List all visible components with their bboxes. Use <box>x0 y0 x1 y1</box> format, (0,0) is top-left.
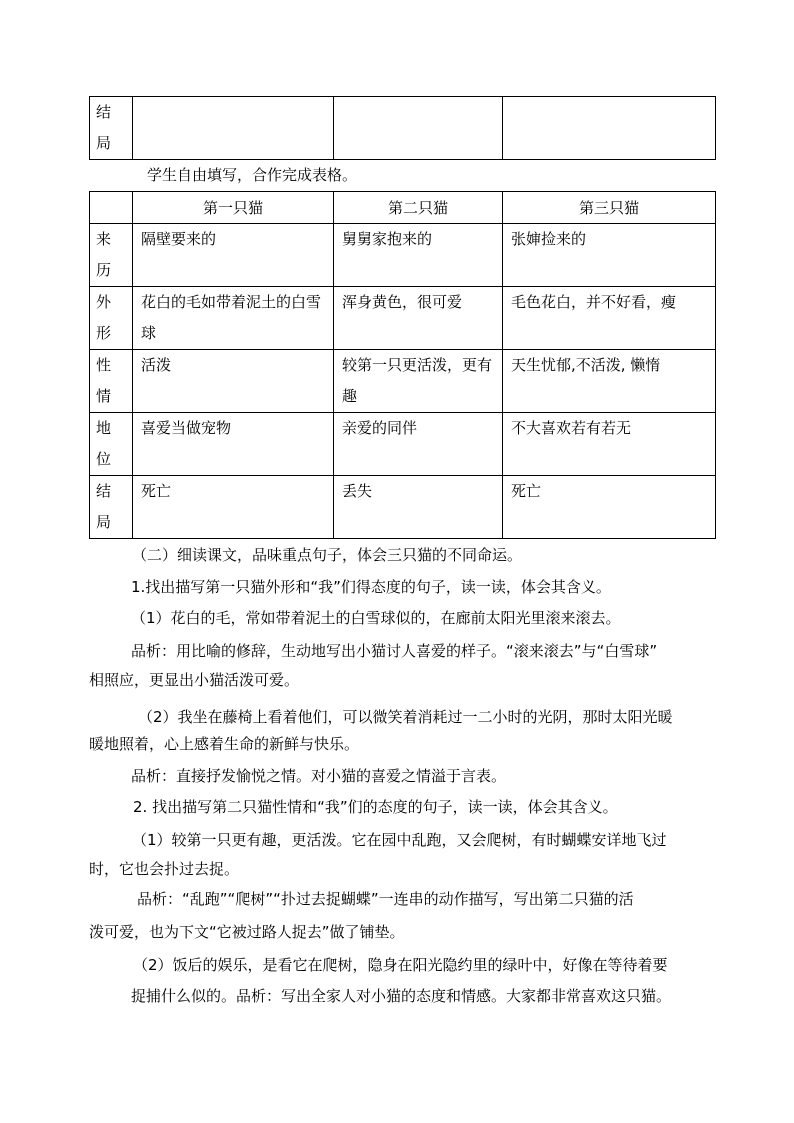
analysis-2-1: 品析：“乱跑”“爬树”“扑过去捉蝴蝶”一连串的动作描写，写出第二只猫的活 <box>137 890 634 908</box>
table-cell: 不大喜欢若有若无 <box>503 413 716 476</box>
question-2: 2. 找出描写第二只猫性情和“我”们的态度的句子，读一读，体会其含义。 <box>133 798 618 816</box>
quote-2-2-cont: 捉捕什么似的。品析：写出全家人对小猫的态度和情感。大家都非常喜欢这只猫。 <box>131 987 672 1005</box>
table-cell: 浑身黄色，很可爱 <box>334 287 503 350</box>
table-cell: 死亡 <box>503 476 716 539</box>
analysis-2-1-cont: 泼可爱，也为下文“它被过路人捉去”做了铺垫。 <box>89 923 405 941</box>
table-row <box>90 97 716 160</box>
row-label: 结 局 <box>90 476 133 539</box>
table-row-origin <box>90 224 716 287</box>
question-1: 1.找出描写第一只猫外形和“我”们得态度的句子，读一读，体会其含义。 <box>131 578 611 596</box>
section-heading: （二）细读课文，品味重点句子，体会三只猫的不同命运。 <box>132 546 523 564</box>
table-cell: 花白的毛如带着泥土的白雪球 <box>133 287 334 350</box>
table-cell: 喜爱当做宠物 <box>133 413 334 476</box>
table-row-ending <box>90 476 716 539</box>
table-cell: 丢失 <box>334 476 503 539</box>
analysis-1-2: 品析：直接抒发愉悦之情。对小猫的喜爱之情溢于言表。 <box>131 767 507 785</box>
table-cell: 毛色花白，并不好看，瘦 <box>503 287 716 350</box>
table-cell <box>133 97 334 160</box>
header-cell-cat1: 第一只猫 <box>133 192 334 224</box>
quote-1-1: （1）花白的毛，常如带着泥土的白雪球似的，在廊前太阳光里滚来滚去。 <box>131 609 621 627</box>
row-label: 地 位 <box>90 413 133 476</box>
table-row-appearance <box>90 287 716 350</box>
table-cell: 活泼 <box>133 350 334 413</box>
table-cell: 舅舅家抱来的 <box>334 224 503 287</box>
header-cell-cat2: 第二只猫 <box>334 192 503 224</box>
table-row-temperament <box>90 350 716 413</box>
table-cell: 张婶捡来的 <box>503 224 716 287</box>
table-header-row <box>90 192 716 224</box>
table-cell <box>503 97 716 160</box>
table-cell: 死亡 <box>133 476 334 539</box>
quote-2-1-cont: 时，它也会扑过去捉。 <box>89 860 240 878</box>
quote-2-2: （2）饭后的娱乐，是看它在爬树，隐身在阳光隐约里的绿叶中，好像在等待着要 <box>133 956 668 974</box>
cat-comparison-table <box>89 191 716 539</box>
table-row-status <box>90 413 716 476</box>
header-cell-cat3: 第三只猫 <box>503 192 716 224</box>
intro-text: 学生自由填写，合作完成表格。 <box>147 166 358 184</box>
analysis-1-1: 品析：用比喻的修辞，生动地写出小猫讨人喜爱的样子。“滚来滚去”与“白雪球” <box>131 642 658 660</box>
table-cell: 天生忧郁,不活泼, 懒惰 <box>503 350 716 413</box>
quote-1-2: （2）我坐在藤椅上看着他们，可以微笑着消耗过一二小时的光阴，那时太阳光暖 <box>138 708 673 726</box>
row-label: 外 形 <box>90 287 133 350</box>
table-cell: 较第一只更活泼，更有趣 <box>334 350 503 413</box>
quote-1-2-cont: 暖地照着，心上感着生命的新鲜与快乐。 <box>89 735 360 753</box>
quote-2-1: （1）较第一只更有趣，更活泼。它在园中乱跑，又会爬树，有时蝴蝶安详地飞过 <box>132 831 667 849</box>
row-label: 结 局 <box>90 97 133 160</box>
table-cell: 隔壁要来的 <box>133 224 334 287</box>
table-cell <box>334 97 503 160</box>
header-cell-blank <box>90 192 133 224</box>
row-label: 来 历 <box>90 224 133 287</box>
table-continued <box>89 96 716 160</box>
analysis-1-1-cont: 相照应，更显出小猫活泼可爱。 <box>89 671 300 689</box>
table-cell: 亲爱的同伴 <box>334 413 503 476</box>
row-label: 性 情 <box>90 350 133 413</box>
